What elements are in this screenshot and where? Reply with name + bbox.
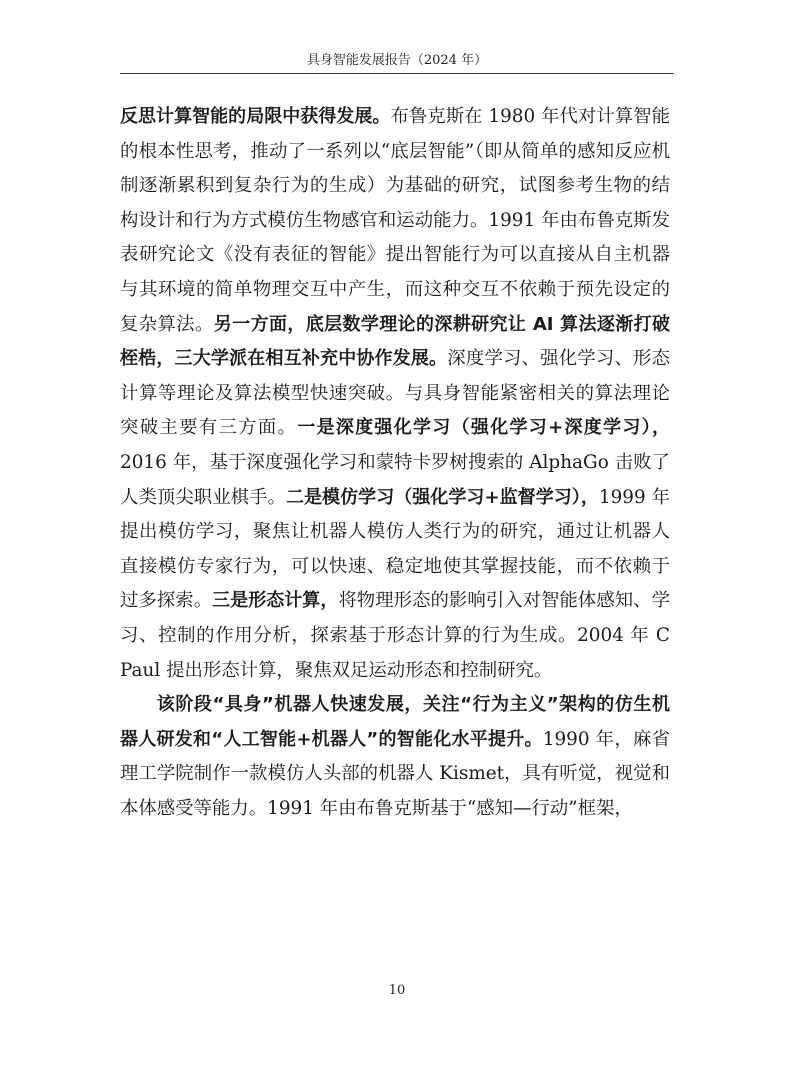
text-alphago: 2016 年，基于深度强化学习和蒙特卡罗树搜索的 AlphaGo 击败了人类顶尖职业棋手。 xyxy=(120,451,670,508)
running-header: 具身智能发展报告（2024 年） xyxy=(306,53,488,68)
emphasis-math-theory: 另一方面，底层数学理论的深耕研究让 AI 算法逐渐打破桎梏，三大学派在相互补充中协作发展。 xyxy=(120,313,670,370)
emphasis-imitation-learning: 二是模仿学习（强化学习+监督学习）， xyxy=(285,486,599,508)
emphasis-deep-rl: 一是深度强化学习（强化学习+深度学习）， xyxy=(297,417,670,439)
text-algorithm-breakthroughs: 深度学习、强化学习、形态计算等理论及算法模型快速突破。与具身智能紧密相关的算法理论突破主要有三方面。 xyxy=(120,348,670,439)
emphasis-reflect-computing: 反思计算智能的局限中获得发展。 xyxy=(120,106,391,127)
emphasis-morphological-computation: 三是形态计算， xyxy=(212,590,339,612)
text-kismet: 1990 年，麻省理工学院制作一款模仿人头部的机器人 Kismet，具有听觉，视觉和本体感受等能力。1991 年由布鲁克斯基于“感知—行动”框架， xyxy=(120,728,670,819)
header-divider xyxy=(120,73,674,74)
page-number: 10 xyxy=(388,983,406,998)
text-brooks-bottom-intelligence: 布鲁克斯在 1980 年代对计算智能的根本性思考，推动了一系列以“底层智能”（即从简单的感知反应机制逐渐累积到复杂行为的生成）为基础的研究，试图参考生物的结构设计和行为方式模仿生物感官和运动能力。1991 年由布鲁克斯发表研究论文《没有表征的智能》提出智能行为可以直接从自主机器与其环境的简单物理交互中产生，而这种交互不依赖于预先设定的复杂算法。 xyxy=(120,106,670,335)
body-text xyxy=(120,100,670,826)
paragraph-1 xyxy=(120,100,670,688)
text-imitation-learning: 1999 年提出模仿学习，聚焦让机器人模仿人类行为的研究，通过让机器人直接模仿专家行为，可以快速、稳定地使其掌握技能，而不依赖于过多探索。 xyxy=(120,486,670,612)
paragraph-2 xyxy=(120,688,670,826)
emphasis-embodied-robots: 该阶段“具身”机器人快速发展，关注“行为主义”架构的仿生机器人研发和“人工智能+机器人”的智能化水平提升。 xyxy=(120,694,670,750)
text-morphological-computation: 将物理形态的影响引入对智能体感知、学习、控制的作用分析，探索基于形态计算的行为生成。2004 年 C Paul 提出形态计算，聚焦双足运动形态和控制研究。 xyxy=(120,590,670,681)
